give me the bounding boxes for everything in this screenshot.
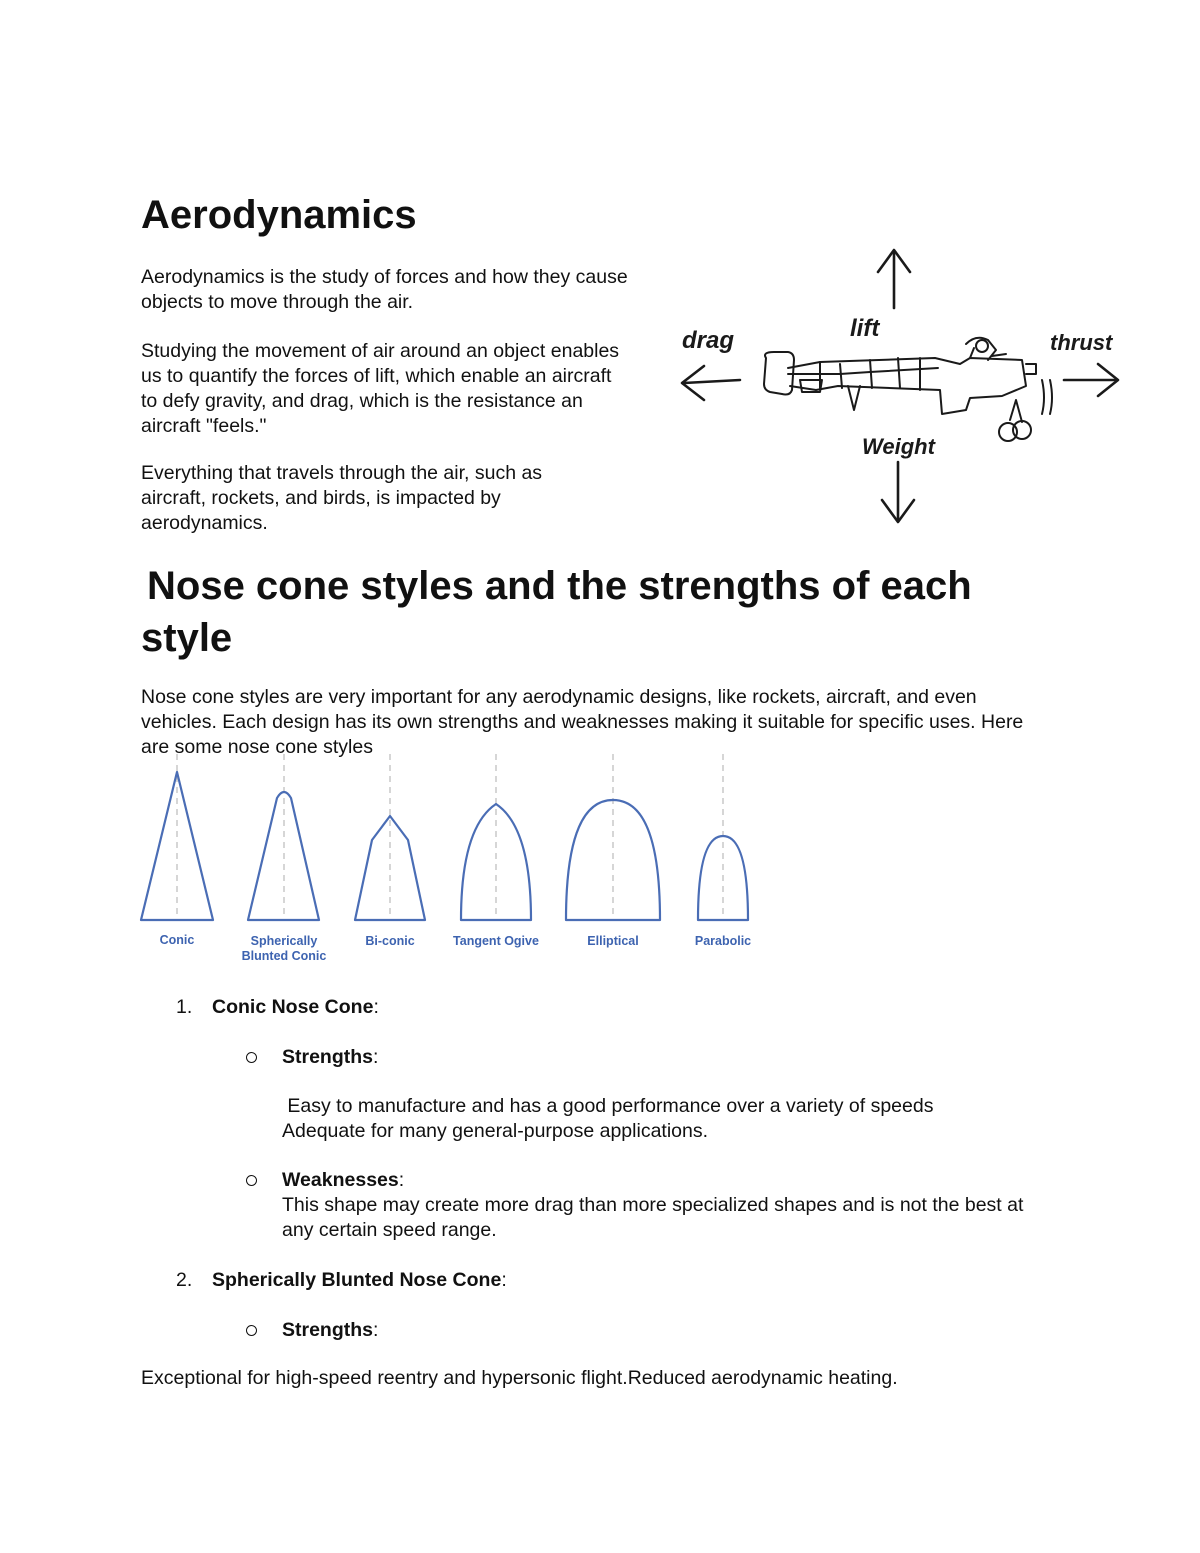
- list-item-1-weaknesses-text: This shape may create more drag than more specialized shapes and is not the best at any certain speed range.: [282, 1194, 1024, 1241]
- page-title: Aerodynamics: [141, 193, 417, 237]
- nose-cone-diagram: [135, 752, 765, 967]
- list-number-2: 2.: [176, 1269, 193, 1291]
- drag-label: drag: [682, 327, 735, 354]
- list-item-1-weaknesses-label: Weaknesses:: [282, 1169, 405, 1191]
- intro-paragraph-1: Aerodynamics is the study of forces and how they cause objects to move through the air.: [141, 266, 628, 313]
- aircraft-icon: [764, 338, 1052, 441]
- cone-label-spherically-blunted: Spherically Blunted Conic: [241, 934, 327, 963]
- drag-arrow-icon: [684, 380, 740, 383]
- list-number-1: 1.: [176, 996, 193, 1018]
- thrust-label: thrust: [1050, 330, 1113, 355]
- list-item-1-title: Conic Nose Cone:: [212, 996, 379, 1018]
- section-intro: Nose cone styles are very important for any aerodynamic designs, like rockets, aircraft, and even vehicles. Each design has its own strengths and weaknesses making it suitable for specific uses. Here are some nose cone styles: [141, 686, 1024, 758]
- section-heading: Nose cone styles and the strengths of each style: [141, 564, 972, 660]
- bullet-icon: [246, 1052, 257, 1063]
- list-item-2-title: Spherically Blunted Nose Cone:: [212, 1269, 507, 1291]
- cone-label-conic: Conic: [159, 933, 195, 947]
- list-item-2-strengths-label: Strengths:: [282, 1319, 379, 1341]
- list-item-2-strengths-text: Exceptional for high-speed reentry and hypersonic flight.Reduced aerodynamic heating.: [141, 1367, 898, 1389]
- list-item-1-strengths-line-1: Easy to manufacture and has a good performance over a variety of speeds: [282, 1095, 934, 1117]
- weight-label: Weight: [862, 434, 935, 459]
- list-item-1-strengths-line-2: Adequate for many general-purpose applications.: [282, 1120, 709, 1142]
- aircraft-forces-figure: [670, 240, 1140, 540]
- intro-paragraph-3: Everything that travels through the air, such as aircraft, rockets, and birds, is impacted by aerodynamics.: [141, 462, 543, 534]
- cone-label-parabolic: Parabolic: [694, 934, 752, 948]
- lift-label: lift: [850, 315, 880, 342]
- intro-paragraph-2: Studying the movement of air around an object enables us to quantify the forces of lift, which enable an aircraft to defy gravity, and drag, which is the resistance an aircraft "feels.": [141, 340, 620, 437]
- list-item-1-strengths-label: Strengths:: [282, 1046, 379, 1068]
- bullet-icon: [246, 1325, 257, 1336]
- cone-label-elliptical: Elliptical: [587, 934, 639, 948]
- cone-label-tangent-ogive: Tangent Ogive: [453, 934, 539, 948]
- bullet-icon: [246, 1175, 257, 1186]
- cone-label-bi-conic: Bi-conic: [365, 934, 415, 948]
